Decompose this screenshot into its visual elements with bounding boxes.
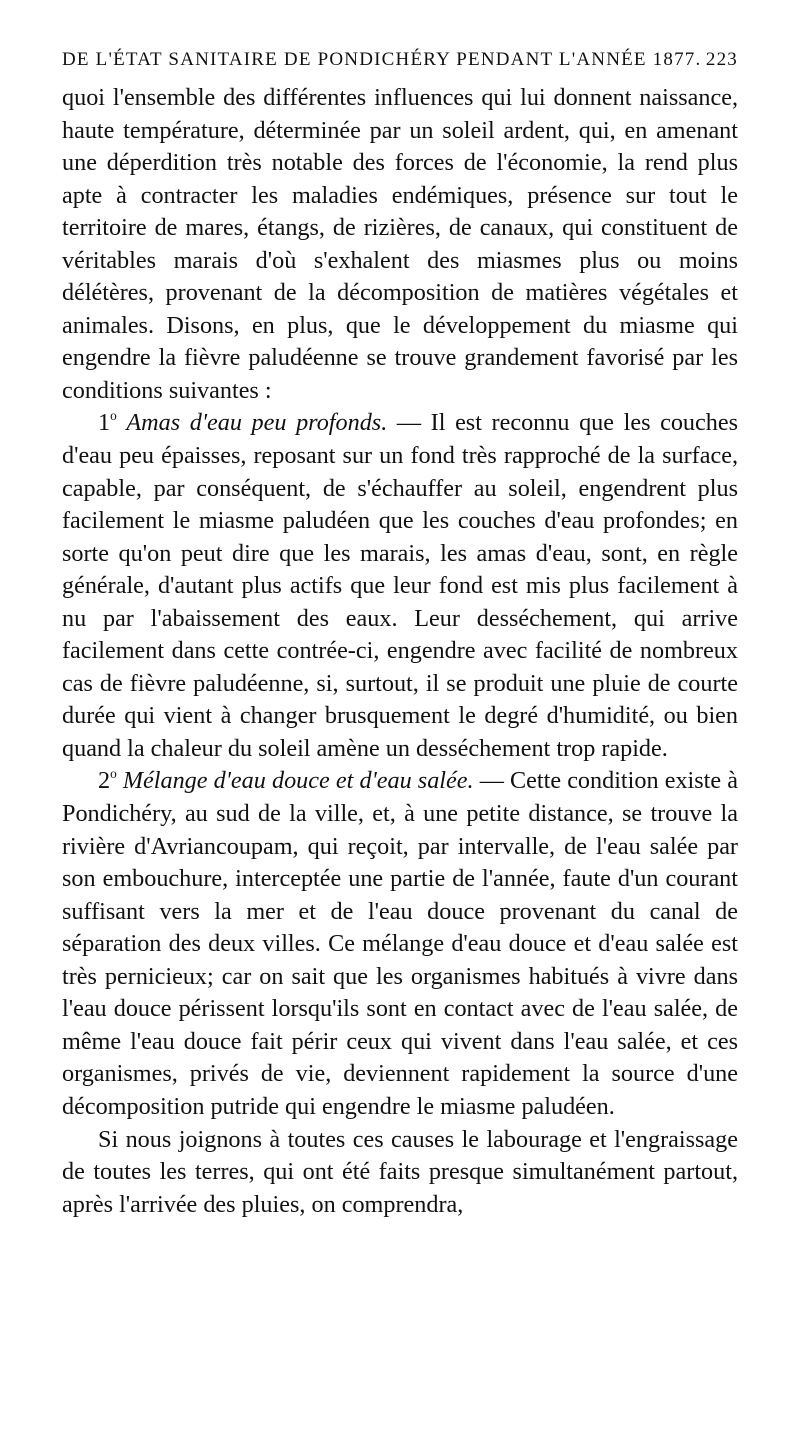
paragraph-closing: Si nous joignons à toutes ces causes le labourage et l'engraissage de toutes les terres, qui ont été faits presque simultanément partout, après l'arrivée des pluies, on comprendra,	[62, 1125, 738, 1218]
paragraph-item-2	[62, 765, 738, 1123]
body-text	[62, 82, 738, 1221]
item-text: — Il est reconnu que les couches d'eau peu épaisses, reposant sur un fond très rapproché de la surface, capable, par conséquent, de s'échauffer au soleil, engendrent plus facilement le miasme paludéen que les couches d'eau profondes; en sorte qu'on peut dire que les marais, les amas d'eau, sont, en règle générale, d'autant plus actifs que leur fond est mis plus facilement à nu par l'abaissement des eaux. Leur desséchement, qui arrive facilement dans cette contrée-ci, engendre avec facilité de nombreux cas de fièvre paludéenne, si, surtout, il se produit une pluie de courte durée qui vient à changer brusquement le degré d'humidité, ou bien quand la chaleur du soleil amène un desséchement trop rapide.	[62, 409, 738, 762]
paragraph-continuation: quoi l'ensemble des différentes influences qui lui donnent naissance, haute température, déterminée par un soleil ardent, qui, en amenant une déperdition très notable des forces de l'économie, la rend plus apte à contracter les maladies endémiques, présence sur tout le territoire de mares, étangs, de rizières, de canaux, qui constituent de véritables marais d'où s'exhalent des miasmes plus ou moins délétères, provenant de la décomposition de matières végétales et animales. Disons, en plus, que le développement du miasme qui engendre la fièvre paludéenne se trouve grandement favorisé par les conditions suivantes :	[62, 84, 738, 404]
item-text: — Cette condition existe à Pondichéry, au sud de la ville, et, à une petite distance, se trouve la rivière d'Avriancoupam, qui reçoit, par intervalle, de l'eau salée par son embouchure, interceptée une partie de l'année, faute d'un courant suffisant vers la mer et de l'eau douce provenant du canal de séparation des deux villes. Ce mélange d'eau douce et d'eau salée est très pernicieux; car on sait que les organismes habitués à vivre dans l'eau douce périssent lorsqu'ils sont en contact avec de l'eau salée, de même l'eau douce fait périr ceux qui vivent dans l'eau salée, et ces organismes, privés de vie, deviennent rapidement la source d'une décomposition putride qui engendre le miasme paludéen.	[62, 767, 738, 1120]
paragraph-item-1	[62, 407, 738, 765]
page-number: 223	[705, 49, 738, 70]
running-header	[62, 48, 738, 72]
item-title: Mélange d'eau douce et d'eau salée.	[122, 767, 474, 795]
ordinal-mark: o	[110, 766, 117, 782]
ordinal-mark: o	[110, 408, 117, 424]
item-title: Amas d'eau peu profonds.	[126, 409, 388, 437]
item-number: 2	[98, 767, 111, 795]
running-header-title: DE L'ÉTAT SANITAIRE DE PONDICHÉRY PENDANT L'ANNÉE 1877.	[62, 49, 702, 70]
item-number: 1	[98, 409, 111, 437]
